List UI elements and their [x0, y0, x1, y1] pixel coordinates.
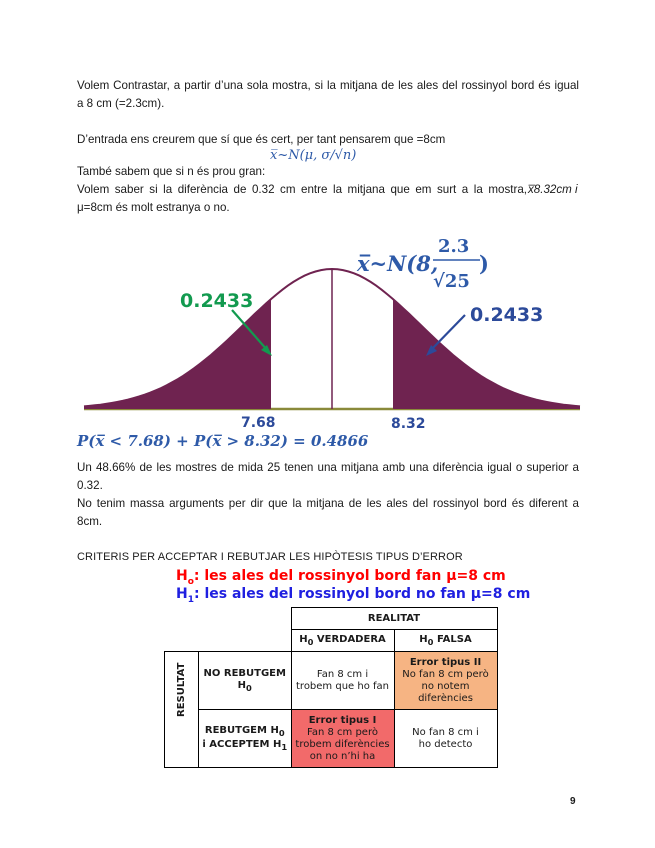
- column-header-h0-true: [291, 630, 394, 652]
- critical-value-upper: 8.32: [391, 416, 426, 432]
- col1-h: H: [299, 633, 308, 645]
- sampling-formula-close: ): [479, 251, 489, 276]
- row-header-no-reject: [199, 652, 292, 710]
- cell21-line3: on no n’hi ha: [309, 750, 376, 762]
- conclusion-line-2: 0.32.: [77, 479, 103, 492]
- col1-sub: 0: [307, 636, 314, 647]
- cell12-line2: no notem diferències: [418, 680, 473, 704]
- conclusion-line-4: 8cm.: [77, 515, 103, 528]
- critical-value-lower: 7.68: [241, 415, 276, 431]
- resultat-label: [165, 652, 199, 768]
- sampling-formula-denominator: √25: [433, 271, 470, 292]
- col1-rest: VERDADERA: [313, 633, 386, 645]
- column-header-h0-false: [394, 630, 497, 652]
- left-tail-probability: 0.2433: [180, 290, 254, 312]
- type-i-title: Error tipus I: [308, 714, 377, 726]
- col2-rest: FALSA: [433, 633, 472, 645]
- conclusion-line-1: Un 48.66% de les mostres de mida 25 tenen una mitjana amb una diferència igual o superior a: [77, 461, 579, 474]
- cell-type-ii-error: [394, 652, 497, 710]
- row1-sub: 0: [246, 682, 252, 693]
- criteria-heading: CRITERIS PER ACCEPTAR I REBUTJAR LES HIPÒTESIS TIPUS D’ERROR: [77, 551, 463, 563]
- cell21-line1: Fan 8 cm però: [307, 726, 378, 738]
- cell-correct-accept: [291, 652, 394, 710]
- row1-label: NO REBUTGEM: [203, 667, 286, 679]
- type-ii-title: Error tipus II: [409, 656, 482, 668]
- alternative-hypothesis-symbol: H: [176, 586, 188, 602]
- null-hypothesis-symbol: H: [176, 568, 188, 584]
- page-number: 9: [570, 796, 576, 807]
- cell11-line1: Fan 8 cm i: [316, 668, 369, 680]
- conclusion-line-3: No tenim massa arguments per dir que la mitjana de les ales del rossinyol bord és diferent a: [77, 497, 579, 510]
- intro-line-1: Volem Contrastar, a partir d’una sola mostra, si la mitjana de les ales del rossinyol bord és igual: [77, 79, 579, 92]
- row2-line2-sub: 1: [281, 741, 288, 752]
- null-hypothesis-subscript: o: [187, 576, 194, 587]
- intro-line-4: També sabem que si n és prou gran:: [77, 165, 266, 178]
- cell12-line1: No fan 8 cm però: [402, 668, 489, 680]
- cell22-line1: No fan 8 cm i: [412, 726, 479, 738]
- alternative-hypothesis-text: : les ales del rossinyol bord no fan μ=8 cm: [193, 586, 531, 602]
- row2-line1-sub: 0: [278, 727, 285, 738]
- intro-line-5-sample-mean: x̅8.32cm i: [528, 183, 578, 196]
- alternative-hypothesis-subscript: 1: [187, 594, 194, 605]
- intro-line-3: D’entrada ens creurem que sí que és cert, per tant pensarem que =8cm: [77, 133, 446, 146]
- cell21-line2: trobem diferències: [295, 738, 390, 750]
- alternative-hypothesis: [176, 586, 530, 605]
- col2-sub: 0: [427, 636, 434, 647]
- cell-correct-reject: [394, 710, 497, 768]
- error-types-table: [164, 607, 498, 768]
- probability-equation: P(x̅ < 7.68) + P(x̅ > 8.32) = 0.4866: [77, 432, 369, 450]
- intro-line-5: Volem saber si la diferència de 0.32 cm entre la mitjana que em surt a la mostra,: [77, 183, 527, 196]
- resultat-label-text: RESULTAT: [175, 662, 187, 717]
- null-hypothesis-text: : les ales del rossinyol bord fan μ=8 cm: [193, 568, 506, 584]
- realitat-header: REALITAT: [291, 608, 497, 630]
- normal-distribution-chart: [0, 225, 655, 455]
- intro-line-6: μ=8cm és molt estranya o no.: [77, 201, 230, 214]
- cell22-line2: ho detecto: [418, 738, 473, 750]
- right-tail-probability: 0.2433: [470, 304, 544, 326]
- col2-h: H: [419, 633, 428, 645]
- row-header-reject: [199, 710, 292, 768]
- sampling-formula-numerator: 2.3: [438, 236, 470, 257]
- row2-line1: REBUTGEM H: [204, 724, 279, 736]
- sampling-formula-prefix: x̅~N(8,: [357, 251, 439, 276]
- left-tail-area: [84, 299, 271, 409]
- cell-type-i-error: [291, 710, 394, 768]
- row1-h: H: [237, 679, 247, 691]
- general-sampling-formula: x̅~N(μ, σ/√n): [270, 148, 357, 163]
- row2-line2: i ACCEPTEM H: [202, 738, 282, 750]
- cell11-line2: trobem que ho fan: [296, 680, 389, 692]
- right-arrow: [430, 315, 465, 351]
- intro-line-2: a 8 cm (=2.3cm).: [77, 97, 165, 110]
- null-hypothesis: [176, 568, 506, 587]
